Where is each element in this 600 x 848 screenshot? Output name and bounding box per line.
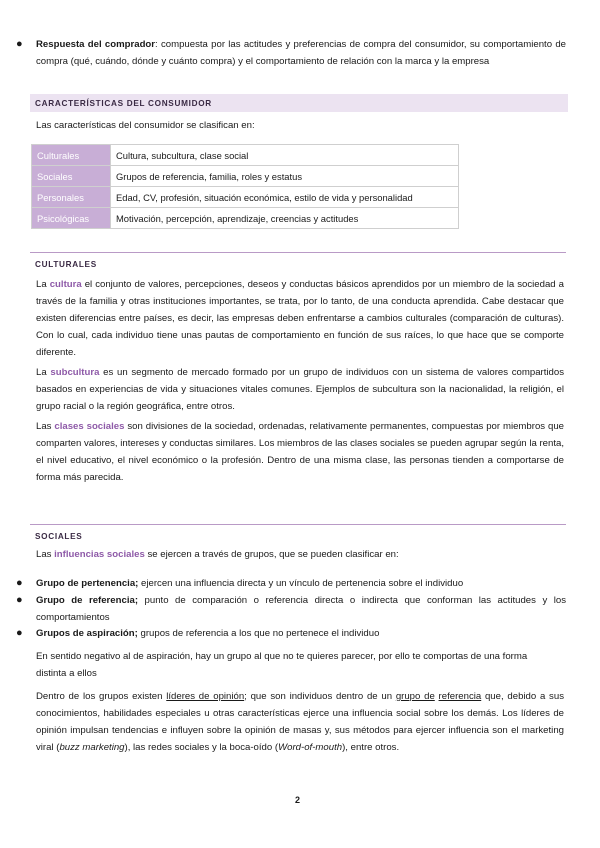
section-divider (30, 252, 566, 253)
text: La (36, 367, 51, 378)
text: que, debido a sus conocimientos, habilidades especiales u otras características ejerce una influencia social sobre los demás. Los líderes de opinión impulsan tendencias e influyen sobre la opinión de masas y, sus métodos para ejercer influencia son el marketing viral ( (36, 691, 564, 753)
bullet-icon: ● (16, 38, 23, 50)
row-value: Grupos de referencia, familia, roles y estatus (111, 166, 459, 187)
characteristics-table (31, 144, 459, 229)
row-key: Personales (32, 187, 111, 208)
bullet-term: Grupo de referencia; (36, 595, 139, 606)
bullet-text: grupos de referencia a los que no pertenece el individuo (137, 628, 380, 639)
term-buzz-marketing: buzz marketing (59, 742, 125, 753)
culturales-paragraph-1 (36, 276, 564, 361)
text: se ejercen a través de grupos, que se pueden clasificar en: (144, 549, 399, 560)
row-key: Culturales (32, 145, 111, 166)
bullet-text: ejercen una influencia directa y un vínculo de pertenencia sobre el individuo (138, 578, 464, 589)
bullet-icon: ● (16, 627, 23, 639)
sociales-title: SOCIALES (35, 532, 83, 541)
row-value: Motivación, percepción, aprendizaje, creencias y actitudes (111, 208, 459, 229)
table-row (32, 145, 459, 166)
link-grupo-de[interactable]: grupo de (395, 691, 435, 702)
page-number: 2 (295, 795, 301, 805)
text: ; que son individuos dentro de un (244, 691, 396, 702)
link-lideres-de-opinion[interactable]: líderes de opinión (166, 691, 245, 702)
bullet-icon: ● (16, 577, 23, 589)
term-clases-sociales: clases sociales (54, 421, 125, 432)
negative-group-note: En sentido negativo al de aspiración, hay un grupo al que no te quieres parecer, por ello te comportas de una forma distinta a ellos (36, 651, 528, 679)
bullet-term: Grupo de pertenencia; (36, 578, 139, 589)
characteristics-intro: Las características del consumidor se clasifican en: (36, 120, 255, 131)
row-value: Edad, CV, profesión, situación económica, estilo de vida y personalidad (111, 187, 459, 208)
text: ), entre otros. (342, 742, 400, 753)
row-key: Psicológicas (32, 208, 111, 229)
term-word-of-mouth: Word-of-mouth (278, 742, 343, 753)
culturales-paragraph-3 (36, 418, 564, 486)
text: Las (36, 549, 55, 560)
opinion-leaders-paragraph (36, 688, 564, 756)
text: es un segmento de mercado formado por un grupo de individuos con un sistema de valores compartidos basados en experiencias de vida y situaciones vitales comunes. Ejemplos de subcultura son la nacionalidad, la religión, el grupo racial o la región geográfica, entre otros. (36, 367, 564, 412)
culturales-paragraph-2 (36, 364, 564, 415)
term-cultura: cultura (49, 279, 82, 290)
bullet-term: Grupos de aspiración; (36, 628, 138, 639)
table-row (32, 208, 459, 229)
term-subcultura: subcultura (50, 367, 100, 378)
text: son divisiones de la sociedad, ordenadas, relativamente permanentes, compuestas por miembros que comparten valores, intereses y conductas similares. Los miembros de las clases sociales se pueden agrupar según la renta, el nivel educativo, el nivel económico o la profesión. Dentro de una misma clase, las personas tienden a comportarse de forma más parecida. (36, 421, 564, 483)
characteristics-title: CARACTERÍSTICAS DEL CONSUMIDOR (35, 99, 212, 108)
bullet-icon: ● (16, 594, 23, 606)
table-row (32, 187, 459, 208)
table-row (32, 166, 459, 187)
text: ), las redes sociales y la boca-oído ( (124, 742, 279, 753)
sociales-intro (36, 546, 564, 563)
link-referencia[interactable]: referencia (438, 691, 482, 702)
section-divider (30, 524, 566, 525)
text: La (36, 279, 50, 290)
culturales-title: CULTURALES (35, 260, 97, 269)
term-influencias-sociales: influencias sociales (54, 549, 145, 560)
bullet-text: punto de comparación o referencia directa o indirecta que conforman las actitudes y los comportamientos (36, 595, 566, 623)
row-value: Cultura, subcultura, clase social (111, 145, 459, 166)
intro-bullet-term: Respuesta del comprador (36, 39, 156, 50)
intro-bullet-text: : compuesta por las actitudes y preferencias de compra del consumidor, su comportamiento de compra (qué, cuándo, dónde y cuánto compra) y el comportamiento de relación con la marca y la empresa (36, 39, 566, 67)
row-key: Sociales (32, 166, 111, 187)
text: Las (36, 421, 55, 432)
text: el conjunto de valores, percepciones, deseos y conductas básicos aprendidos por un miembro de la sociedad a través de la familia y otras instituciones importantes, se trata, por lo tanto, de una conducta aprendida. Cabe destacar que existen diferencias entre países, es decir, las empresas deben enfrentarse a cambios culturales (comparación de culturas). Con lo cual, cada individuo tiene unas pautas de comportamiento en función de sus raíces, lo que hace que se comporte diferente. (36, 279, 564, 358)
text: Dentro de los grupos existen (36, 691, 167, 702)
